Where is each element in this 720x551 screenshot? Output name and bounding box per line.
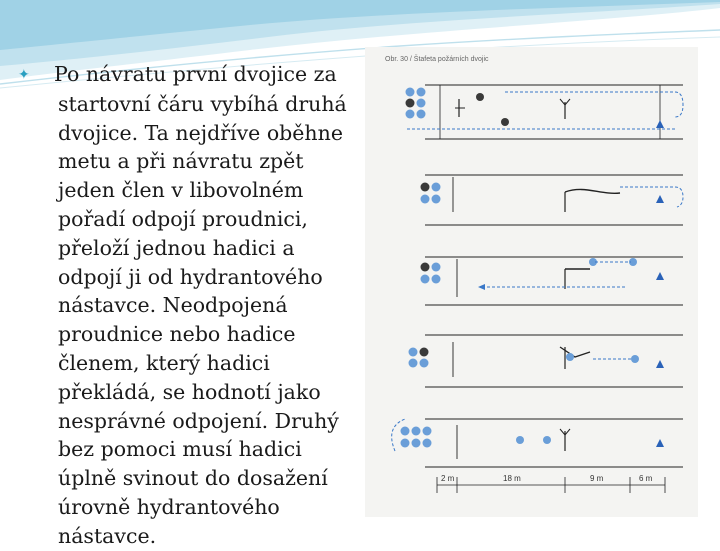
team-member-dot [401,439,410,448]
team-member-dot [412,439,421,448]
team-member-dot [420,359,429,368]
team-member-dot [409,348,418,357]
turn-marker-icon [656,120,664,128]
diagram-panel-5 [392,419,683,467]
team-member-dot [406,99,415,108]
team-member-dot [417,88,426,97]
runner-dot [476,93,484,101]
dimension-label: 9 m [590,474,604,483]
slide-text-block [18,60,348,551]
diagram-panel-4 [409,335,684,387]
diagram-panel-1 [405,85,683,139]
team-member-dot [420,348,429,357]
dimension-label: 6 m [639,474,653,483]
team-member-dot [432,263,441,272]
bullet-icon: ✦ [18,67,30,83]
turn-marker-icon [656,272,664,280]
team-member-dot [406,110,415,119]
team-member-dot [432,275,441,284]
runner-dot [543,436,551,444]
bullet-paragraph [18,60,348,551]
diagram-panel-3 [421,257,684,305]
turn-marker-icon [656,439,664,447]
relay-diagram-figure [365,47,698,517]
team-member-dot [406,88,415,97]
turn-marker-icon [656,360,664,368]
team-member-dot [421,183,430,192]
diagram-panel-2 [421,175,684,225]
runner-dot [516,436,524,444]
team-member-dot [417,110,426,119]
runner-dot [501,118,509,126]
dimension-scale [437,474,665,493]
figure-caption: Obr. 30 / Štafeta požárních dvojic [385,56,489,63]
relay-diagram [365,47,698,517]
team-member-dot [423,427,432,436]
team-member-dot [432,183,441,192]
runner-dot [566,353,574,361]
paragraph-text: Po návratu první dvojice za startovní čáru vybíhá druhá dvojice. Ta nejdříve oběhne metu a při návratu zpět jeden člen v libovolném pořadí odpojí proudnici, přeloží jednou hadici a odpojí ji od hydrantového nástavce. Neodpojená proudnice nebo hadice členem, který hadici překládá, se hodnotí jako nesprávné odpojení. Druhý bez pomoci musí hadici úplně svinout do dosažení úrovně hydrantového nástavce. [54,62,347,548]
team-member-dot [432,195,441,204]
turn-marker-icon [656,195,664,203]
team-member-dot [421,263,430,272]
team-member-dot [421,195,430,204]
team-member-dot [421,275,430,284]
team-member-dot [423,439,432,448]
dimension-label: 18 m [503,474,521,483]
team-member-dot [401,427,410,436]
team-member-dot [409,359,418,368]
runner-dot [631,355,639,363]
dimension-label: 2 m [441,474,455,483]
team-member-dot [412,427,421,436]
team-member-dot [417,99,426,108]
